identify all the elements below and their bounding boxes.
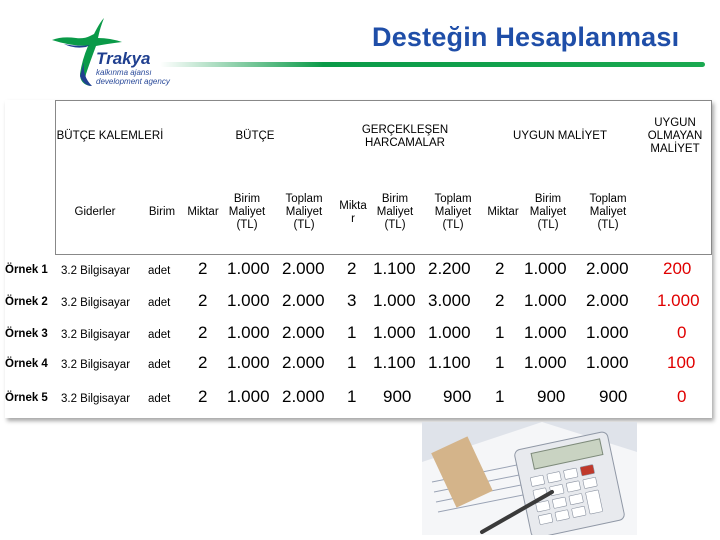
row-total: 2.000 — [282, 387, 325, 406]
header-realized-line2: HARCAMALAR — [365, 137, 445, 149]
row-qty: 2 — [198, 291, 208, 310]
row-r-qty: 3 — [347, 291, 357, 310]
subheader-r-total-2: Maliyet — [434, 206, 472, 218]
row-item: 3.2 Bilgisayar — [61, 297, 131, 309]
row-item: 3.2 Bilgisayar — [61, 359, 131, 371]
subheader-unit-cost-1: Birim — [233, 193, 261, 205]
subheader-r-qty-2: r — [351, 213, 355, 225]
support-calculation-table — [5, 100, 712, 418]
subheader-r-unit-3: (TL) — [384, 219, 406, 231]
row-r-qty: 1 — [347, 323, 357, 342]
row-e-unit: 1.000 — [524, 353, 567, 372]
subheader-r-unit-2: Maliyet — [376, 206, 414, 218]
row-e-qty: 1 — [495, 387, 505, 406]
row-e-qty: 2 — [495, 291, 505, 310]
row-unit-cost: 1.000 — [227, 259, 270, 278]
row-e-total: 2.000 — [586, 259, 629, 278]
row-qty: 2 — [198, 353, 208, 372]
subheader-r-qty-1: Mikta — [339, 200, 367, 212]
logo-line1: kalkınma ajansı — [96, 68, 152, 77]
subheader-total-cost-3: (TL) — [293, 219, 315, 231]
subheader-unit-cost-3: (TL) — [236, 219, 258, 231]
row-total: 2.000 — [282, 353, 325, 372]
row-e-unit: 1.000 — [524, 323, 567, 342]
row-e-total: 2.000 — [586, 291, 629, 310]
table-row — [5, 321, 712, 351]
subheader-e-qty: Miktar — [487, 206, 519, 218]
row-unit-cost: 1.000 — [227, 353, 270, 372]
subheader-total-cost-2: Maliyet — [285, 206, 323, 218]
row-r-total: 1.000 — [428, 323, 471, 342]
row-unit-cost: 1.000 — [227, 387, 270, 406]
row-e-qty: 1 — [495, 323, 505, 342]
row-total: 2.000 — [282, 323, 325, 342]
header-budget-items: BÜTÇE KALEMLERİ — [56, 130, 164, 142]
logo-line2: development agency — [96, 77, 170, 86]
row-e-unit: 1.000 — [524, 291, 567, 310]
row-e-qty: 1 — [495, 353, 505, 372]
subheader-unit-cost-2: Maliyet — [228, 206, 266, 218]
row-e-qty: 2 — [495, 259, 505, 278]
row-unit: adet — [148, 297, 171, 309]
subheader-total-cost-1: Toplam — [285, 193, 323, 205]
calculator-photo — [422, 422, 637, 535]
row-item: 3.2 Bilgisayar — [61, 329, 131, 341]
subheader-e-total-1: Toplam — [589, 193, 627, 205]
row-ineligible: 0 — [677, 387, 687, 406]
row-qty: 2 — [198, 259, 208, 278]
row-total: 2.000 — [282, 259, 325, 278]
row-r-qty: 1 — [347, 387, 357, 406]
subheader-e-unit-2: Maliyet — [529, 206, 567, 218]
subheader-e-unit-1: Birim — [534, 193, 562, 205]
title-underline — [160, 62, 705, 67]
table-row — [5, 257, 712, 287]
row-e-total: 1.000 — [586, 323, 629, 342]
row-r-qty: 1 — [347, 353, 357, 372]
row-unit-cost: 1.000 — [227, 291, 270, 310]
row-e-total: 1.000 — [586, 353, 629, 372]
header-ineligible-line2: OLMAYAN — [647, 130, 703, 142]
row-unit: adet — [148, 265, 171, 277]
header-ineligible-line1: UYGUN — [654, 117, 696, 129]
row-total: 2.000 — [282, 291, 325, 310]
row-ineligible: 0 — [677, 323, 687, 342]
subheader-r-total-3: (TL) — [442, 219, 464, 231]
row-r-total: 1.100 — [428, 353, 471, 372]
row-e-unit: 900 — [537, 387, 566, 406]
row-example: Örnek 1 — [5, 264, 48, 276]
row-e-unit: 1.000 — [524, 259, 567, 278]
row-example: Örnek 3 — [5, 328, 48, 340]
row-r-unit: 1.100 — [373, 353, 416, 372]
table-row — [5, 351, 712, 381]
row-r-total: 2.200 — [428, 259, 471, 278]
subheader-qty: Miktar — [187, 206, 219, 218]
row-ineligible: 1.000 — [657, 291, 700, 310]
row-example: Örnek 2 — [5, 296, 48, 308]
header-realized-line1: GERÇEKLEŞEN — [361, 124, 449, 136]
row-ineligible: 200 — [663, 259, 692, 278]
row-unit-cost: 1.000 — [227, 323, 270, 342]
table-row — [5, 289, 712, 319]
row-item: 3.2 Bilgisayar — [61, 393, 131, 405]
row-r-qty: 2 — [347, 259, 357, 278]
logo-name: Trakya — [96, 49, 151, 68]
row-r-unit: 900 — [383, 387, 412, 406]
subheader-e-total-3: (TL) — [597, 219, 619, 231]
subheader-unit: Birim — [148, 206, 176, 218]
row-ineligible: 100 — [667, 353, 696, 372]
trakya-logo — [40, 14, 190, 94]
row-example: Örnek 5 — [5, 392, 48, 404]
row-r-unit: 1.000 — [373, 323, 416, 342]
table-row — [5, 385, 712, 415]
row-example: Örnek 4 — [5, 358, 48, 370]
subheader-expenses: Giderler — [74, 206, 116, 218]
row-unit: adet — [148, 329, 171, 341]
row-unit: adet — [148, 359, 171, 371]
subheader-e-unit-3: (TL) — [537, 219, 559, 231]
row-unit: adet — [148, 393, 171, 405]
row-r-unit: 1.100 — [373, 259, 416, 278]
row-e-total: 900 — [599, 387, 628, 406]
row-qty: 2 — [198, 387, 208, 406]
subheader-r-total-1: Toplam — [434, 193, 472, 205]
row-r-total: 900 — [443, 387, 472, 406]
subheader-r-unit-1: Birim — [381, 193, 409, 205]
row-item: 3.2 Bilgisayar — [61, 265, 131, 277]
subheader-e-total-2: Maliyet — [589, 206, 627, 218]
row-qty: 2 — [198, 323, 208, 342]
row-r-unit: 1.000 — [373, 291, 416, 310]
calculator-icon — [422, 422, 637, 535]
row-r-total: 3.000 — [428, 291, 471, 310]
page-title: Desteğin Hesaplanması — [372, 22, 680, 52]
header-eligible: UYGUN MALİYET — [513, 130, 607, 142]
header-ineligible-line3: MALİYET — [650, 143, 700, 155]
header-budget: BÜTÇE — [235, 130, 275, 142]
